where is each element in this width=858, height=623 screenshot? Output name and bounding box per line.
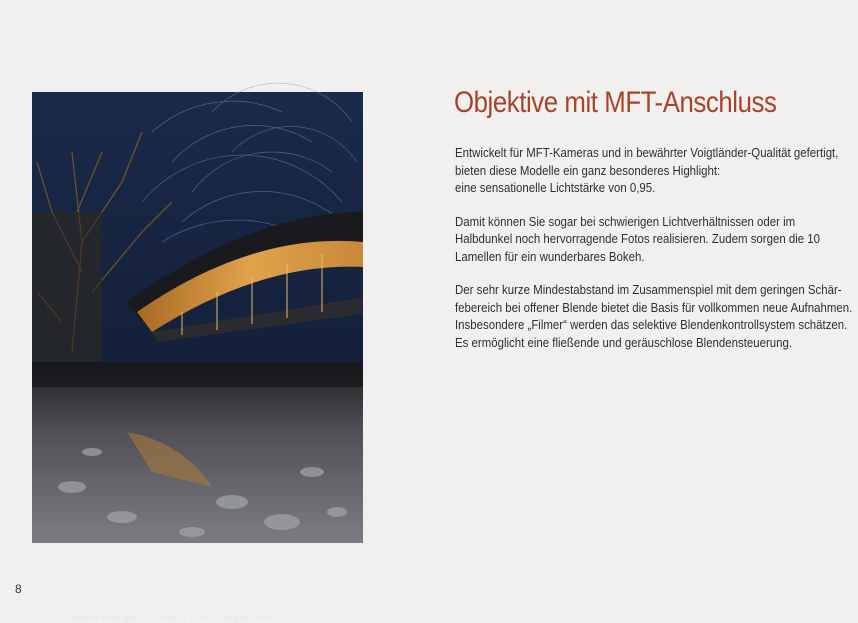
body-text xyxy=(455,144,855,367)
text-line: eine sensationelle Lichtstärke von 0,95. xyxy=(455,180,656,195)
night-bridge-image xyxy=(32,92,363,543)
text-line: Insbesondere „Filmer“ werden das selektive Blendenkontrollsystem schätzen. xyxy=(455,317,848,332)
text-line: Halbdunkel noch hervorragende Fotos realisieren. Zudem sorgen die 10 xyxy=(455,231,821,246)
page-number: 8 xyxy=(15,582,22,596)
photo-night-bridge xyxy=(32,92,363,623)
text-line: Der sehr kurze Mindestabstand im Zusammenspiel mit dem geringen Schär- xyxy=(455,282,842,297)
paragraph-3 xyxy=(455,281,853,351)
text-line: Es ermöglicht eine fließende und geräuschlose Blendensteuerung. xyxy=(455,334,793,350)
text-line: Lamellen für ein wunderbares Bokeh. xyxy=(455,248,645,264)
text-line: Entwickelt für MFT-Kameras und in bewährter Voigtländer-Qualität gefertigt, xyxy=(455,145,839,160)
text-line: bieten diese Modelle ein ganz besonderes Highlight: xyxy=(455,162,721,178)
paragraph-2 xyxy=(455,213,821,266)
photo-caption: Markus Hullinger • 10,5 mm / F 0,95 • Olympus E-M10 II xyxy=(72,613,283,623)
text-line: febereich bei offener Blende bietet die Basis für vollkommen neue Aufnahmen. xyxy=(455,299,853,315)
text-line: Damit können Sie sogar bei schwierigen Lichtverhältnissen oder im xyxy=(455,213,796,229)
page-title: Objektive mit MFT-Anschluss xyxy=(454,86,777,119)
paragraph-1 xyxy=(455,144,839,197)
